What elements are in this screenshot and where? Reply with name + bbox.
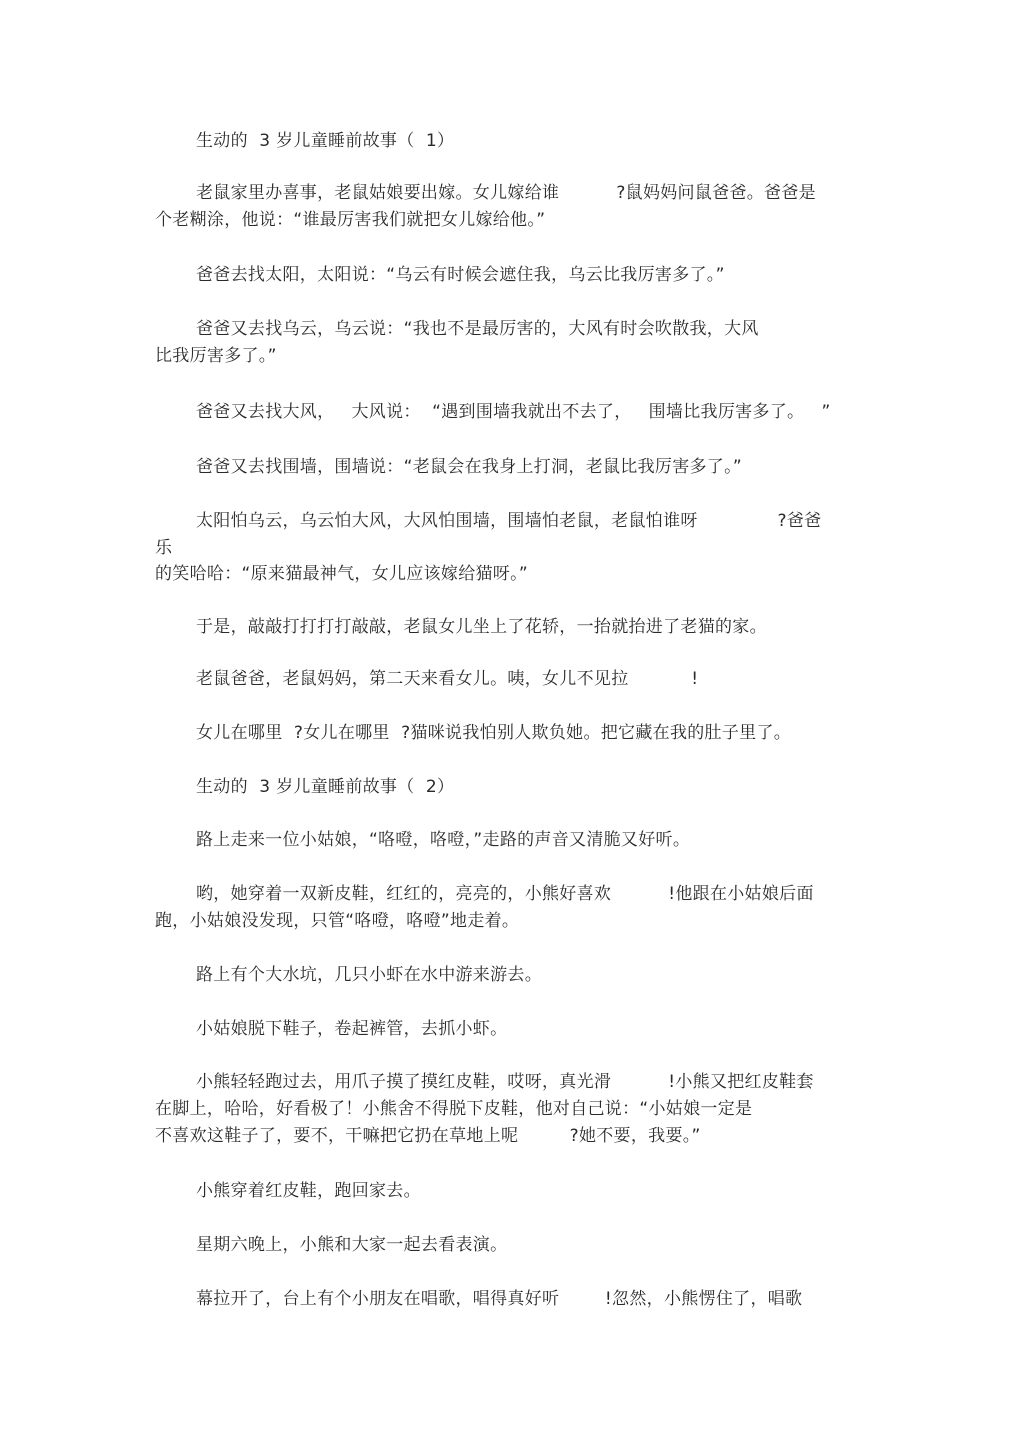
paragraph-line: 女儿在哪里 ?女儿在哪里 ?猫咪说我怕别人欺负她。把它藏在我的肚子里了。 xyxy=(196,723,792,743)
story-1-heading: 生动的 3 岁儿童睡前故事（ 1） xyxy=(196,131,455,151)
paragraph-line: 路上有个大水坑，几只小虾在水中游来游去。 xyxy=(196,965,542,985)
paragraph-line: 老鼠家里办喜事，老鼠姑娘要出嫁。女儿嫁给谁 ?鼠妈妈问鼠爸爸。爸爸是 xyxy=(196,183,816,203)
paragraph-line: 于是，敲敲打打打打敲敲，老鼠女儿坐上了花轿，一抬就抬进了老猫的家。 xyxy=(196,617,767,637)
paragraph-line: 路上走来一位小姑娘，“咯噔，咯噔，”走路的声音又清脆又好听。 xyxy=(196,830,691,850)
paragraph-line: 个老糊涂，他说：“谁最厉害我们就把女儿嫁给他。” xyxy=(155,210,546,230)
story-2-heading: 生动的 3 岁儿童睡前故事（ 2） xyxy=(196,777,455,797)
paragraph-line: 爸爸又去找大风， 大风说： “遇到围墙我就出不去了， 围墙比我厉害多了。 ” xyxy=(196,402,831,422)
paragraph-line: 在脚上，哈哈，好看极了！小熊舍不得脱下皮鞋，他对自己说：“小姑娘一定是 xyxy=(155,1099,753,1119)
paragraph-line: 小姑娘脱下鞋子，卷起裤管，去抓小虾。 xyxy=(196,1019,508,1039)
paragraph-line: 星期六晚上，小熊和大家一起去看表演。 xyxy=(196,1235,508,1255)
paragraph-line: 爸爸又去找围墙，围墙说：“老鼠会在我身上打洞，老鼠比我厉害多了。” xyxy=(196,457,743,477)
paragraph-line: 哟，她穿着一双新皮鞋，红红的，亮亮的，小熊好喜欢 !他跟在小姑娘后面 xyxy=(196,884,814,904)
paragraph-line: 的笑哈哈：“原来猫最神气，女儿应该嫁给猫呀。” xyxy=(155,564,529,584)
paragraph-line: 乐 xyxy=(155,538,173,558)
paragraph-line: 老鼠爸爸，老鼠妈妈，第二天来看女儿。咦，女儿不见拉 ! xyxy=(196,669,699,689)
paragraph-line: 跑，小姑娘没发现，只管“咯噔，咯噔”地走着。 xyxy=(155,911,520,931)
paragraph-line: 爸爸去找太阳，太阳说：“乌云有时候会遮住我，乌云比我厉害多了。” xyxy=(196,265,725,285)
paragraph-line: 小熊轻轻跑过去，用爪子摸了摸红皮鞋，哎呀，真光滑 !小熊又把红皮鞋套 xyxy=(196,1072,814,1092)
paragraph-line: 太阳怕乌云，乌云怕大风，大风怕围墙，围墙怕老鼠，老鼠怕谁呀 ?爸爸 xyxy=(196,511,822,531)
paragraph-line: 比我厉害多了。” xyxy=(155,346,277,366)
paragraph-line: 爸爸又去找乌云，乌云说：“我也不是最厉害的，大风有时会吹散我，大风 xyxy=(196,319,759,339)
paragraph-line: 幕拉开了，台上有个小朋友在唱歌，唱得真好听 !忽然，小熊愣住了，唱歌 xyxy=(196,1289,803,1309)
paragraph-line: 不喜欢这鞋子了，要不，干嘛把它扔在草地上呢 ?她不要，我要。” xyxy=(155,1126,701,1146)
paragraph-line: 小熊穿着红皮鞋，跑回家去。 xyxy=(196,1181,421,1201)
